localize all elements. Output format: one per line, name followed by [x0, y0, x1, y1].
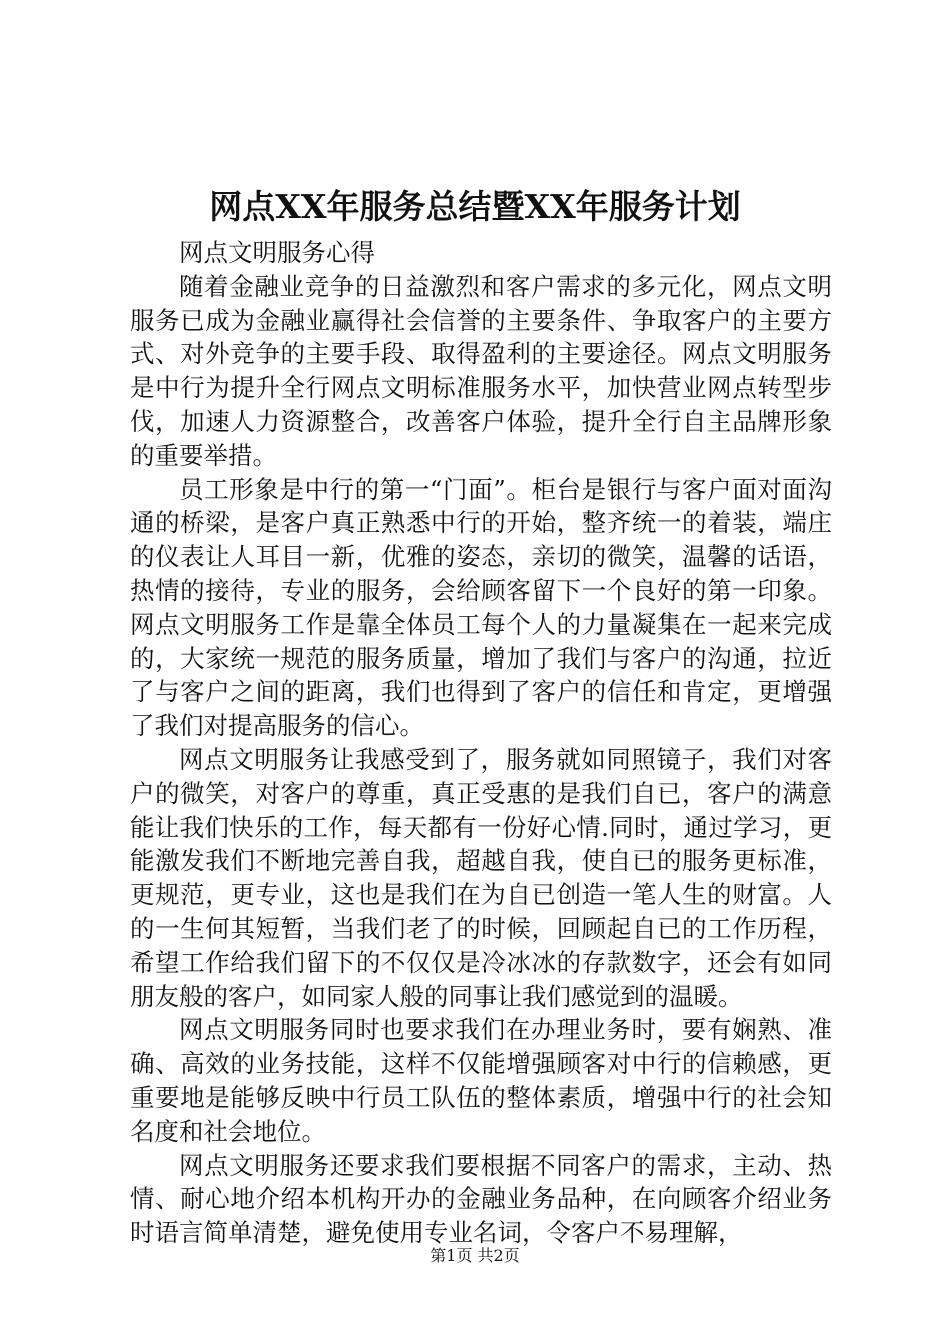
paragraph: 网点文明服务同时也要求我们在办理业务时，要有娴熟、准确、高效的业务技能，这样不仅能增强顾客对中行的信赖感，更重要地是能够反映中行员工队伍的整体素质，增强中行的社会知名度和社会地位。: [130, 1015, 832, 1146]
paragraph: 网点文明服务还要求我们要根据不同客户的需求，主动、热情、耐心地介绍本机构开办的金融业务品种，在向顾客介绍业务时语言简单清楚，避免使用专业名词，令客户不易理解，: [130, 1150, 832, 1248]
paragraph: 随着金融业竞争的日益激烈和客户需求的多元化，网点文明服务已成为金融业赢得社会信誉的主要条件、争取客户的主要方式、对外竞争的主要手段、取得盈利的主要途径。网点文明服务是中行为提升全行网点文明标准服务水平，加快营业网点转型步伐，加速人力资源整合，改善客户体验，提升全行自主品牌形象的重要举措。: [130, 271, 832, 470]
document-title: 网点XX年服务总结暨XX年服务计划: [209, 187, 741, 226]
document-body: [130, 236, 832, 1250]
paragraph: 网点文明服务让我感受到了，服务就如同照镜子，我们对客户的微笑，对客户的尊重，真正受惠的是我们自已，客户的满意能让我们快乐的工作，每天都有一份好心情.同时，通过学习，更能激发我们不断地完善自我，超越自我，使自已的服务更标准，更规范，更专业，这也是我们在为自已创造一笔人生的财富。人的一生何其短暂，当我们老了的时候，回顾起自已的工作历程，希望工作给我们留下的不仅仅是冷冰冰的存款数字，还会有如同朋友般的客户，如同家人般的同事让我们感觉到的温暖。: [130, 744, 832, 1011]
page-number-footer: 第1页 共2页: [430, 1246, 520, 1265]
paragraph: 员工形象是中行的第一“门面”。柜台是银行与客户面对面沟通的桥梁，是客户真正熟悉中行的开始，整齐统一的着装，端庄的仪表让人耳目一新，优雅的姿态，亲切的微笑，温馨的话语，热情的接待，专业的服务，会给顾客留下一个良好的第一印象。网点文明服务工作是靠全体员工每个人的力量凝集在一起来完成的，大家统一规范的服务质量，增加了我们与客户的沟通，拉近了与客户之间的距离，我们也得到了客户的信任和肯定，更增强了我们对提高服务的信心。: [130, 474, 832, 741]
section-heading: 网点文明服务心得: [179, 238, 375, 267]
